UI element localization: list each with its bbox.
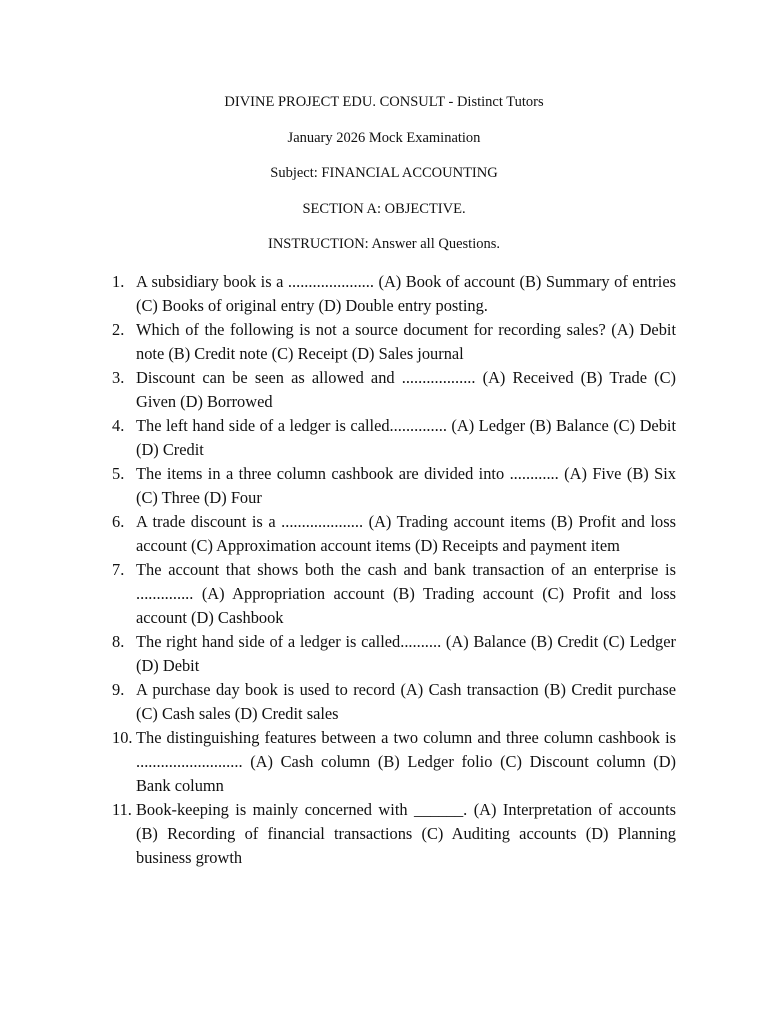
question-item [112, 510, 676, 558]
question-number: 5. [112, 464, 125, 483]
question-text: The right hand side of a ledger is called.......... (A) Balance (B) Credit (C) Ledger (D) Debit [136, 632, 676, 675]
question-item [112, 726, 676, 798]
question-item [112, 270, 676, 318]
question-text: Discount can be seen as allowed and .................. (A) Received (B) Trade (C) Given (D) Borrowed [136, 368, 676, 411]
question-number: 3. [112, 368, 125, 387]
section-heading: SECTION A: OBJECTIVE. [302, 200, 466, 217]
question-text: The distinguishing features between a two column and three column cashbook is .......................... (A) Cash column (B) Ledger folio (C) Discount column (D) Bank column [136, 728, 676, 795]
question-text: The account that shows both the cash and bank transaction of an enterprise is .............. (A) Appropriation account (B) Trading account (C) Profit and loss account (D) Cashbook [136, 560, 676, 627]
question-number: 4. [112, 416, 125, 435]
school-name: DIVINE PROJECT EDU. CONSULT - Distinct Tutors [224, 94, 544, 110]
question-item [112, 462, 676, 510]
exam-header [0, 92, 768, 270]
subject-line: Subject: FINANCIAL ACCOUNTING [270, 165, 498, 181]
question-item [112, 414, 676, 462]
question-text: A purchase day book is used to record (A) Cash transaction (B) Credit purchase (C) Cash sales (D) Credit sales [136, 680, 676, 723]
question-number: 11. [112, 800, 132, 819]
question-text: A trade discount is a .................... (A) Trading account items (B) Profit and loss account (C) Approximation account items (D) Receipts and payment item [136, 512, 676, 555]
question-text: Which of the following is not a source document for recording sales? (A) Debit note (B) Credit note (C) Receipt (D) Sales journal [136, 320, 676, 363]
question-text: Book-keeping is mainly concerned with ______. (A) Interpretation of accounts (B) Recording of financial transactions (C) Auditing accounts (D) Planning business growth [136, 800, 676, 867]
question-item [112, 678, 676, 726]
question-text: A subsidiary book is a ..................... (A) Book of account (B) Summary of entries (C) Books of original entry (D) Double entry posting. [136, 272, 676, 315]
question-number: 8. [112, 632, 125, 651]
question-number: 7. [112, 560, 125, 579]
instruction-line: INSTRUCTION: Answer all Questions. [268, 236, 500, 252]
question-text: The items in a three column cashbook are divided into ............ (A) Five (B) Six (C) Three (D) Four [136, 464, 676, 507]
question-list [112, 270, 676, 870]
question-item [112, 318, 676, 366]
question-number: 10. [112, 728, 133, 747]
question-number: 9. [112, 680, 125, 699]
question-number: 6. [112, 512, 125, 531]
question-item [112, 798, 676, 870]
question-number: 2. [112, 320, 125, 339]
question-item [112, 558, 676, 630]
question-item [112, 366, 676, 414]
question-number: 1. [112, 272, 125, 291]
question-text: The left hand side of a ledger is called.............. (A) Ledger (B) Balance (C) Debit (D) Credit [136, 416, 676, 459]
exam-title: January 2026 Mock Examination [287, 129, 481, 146]
question-item [112, 630, 676, 678]
